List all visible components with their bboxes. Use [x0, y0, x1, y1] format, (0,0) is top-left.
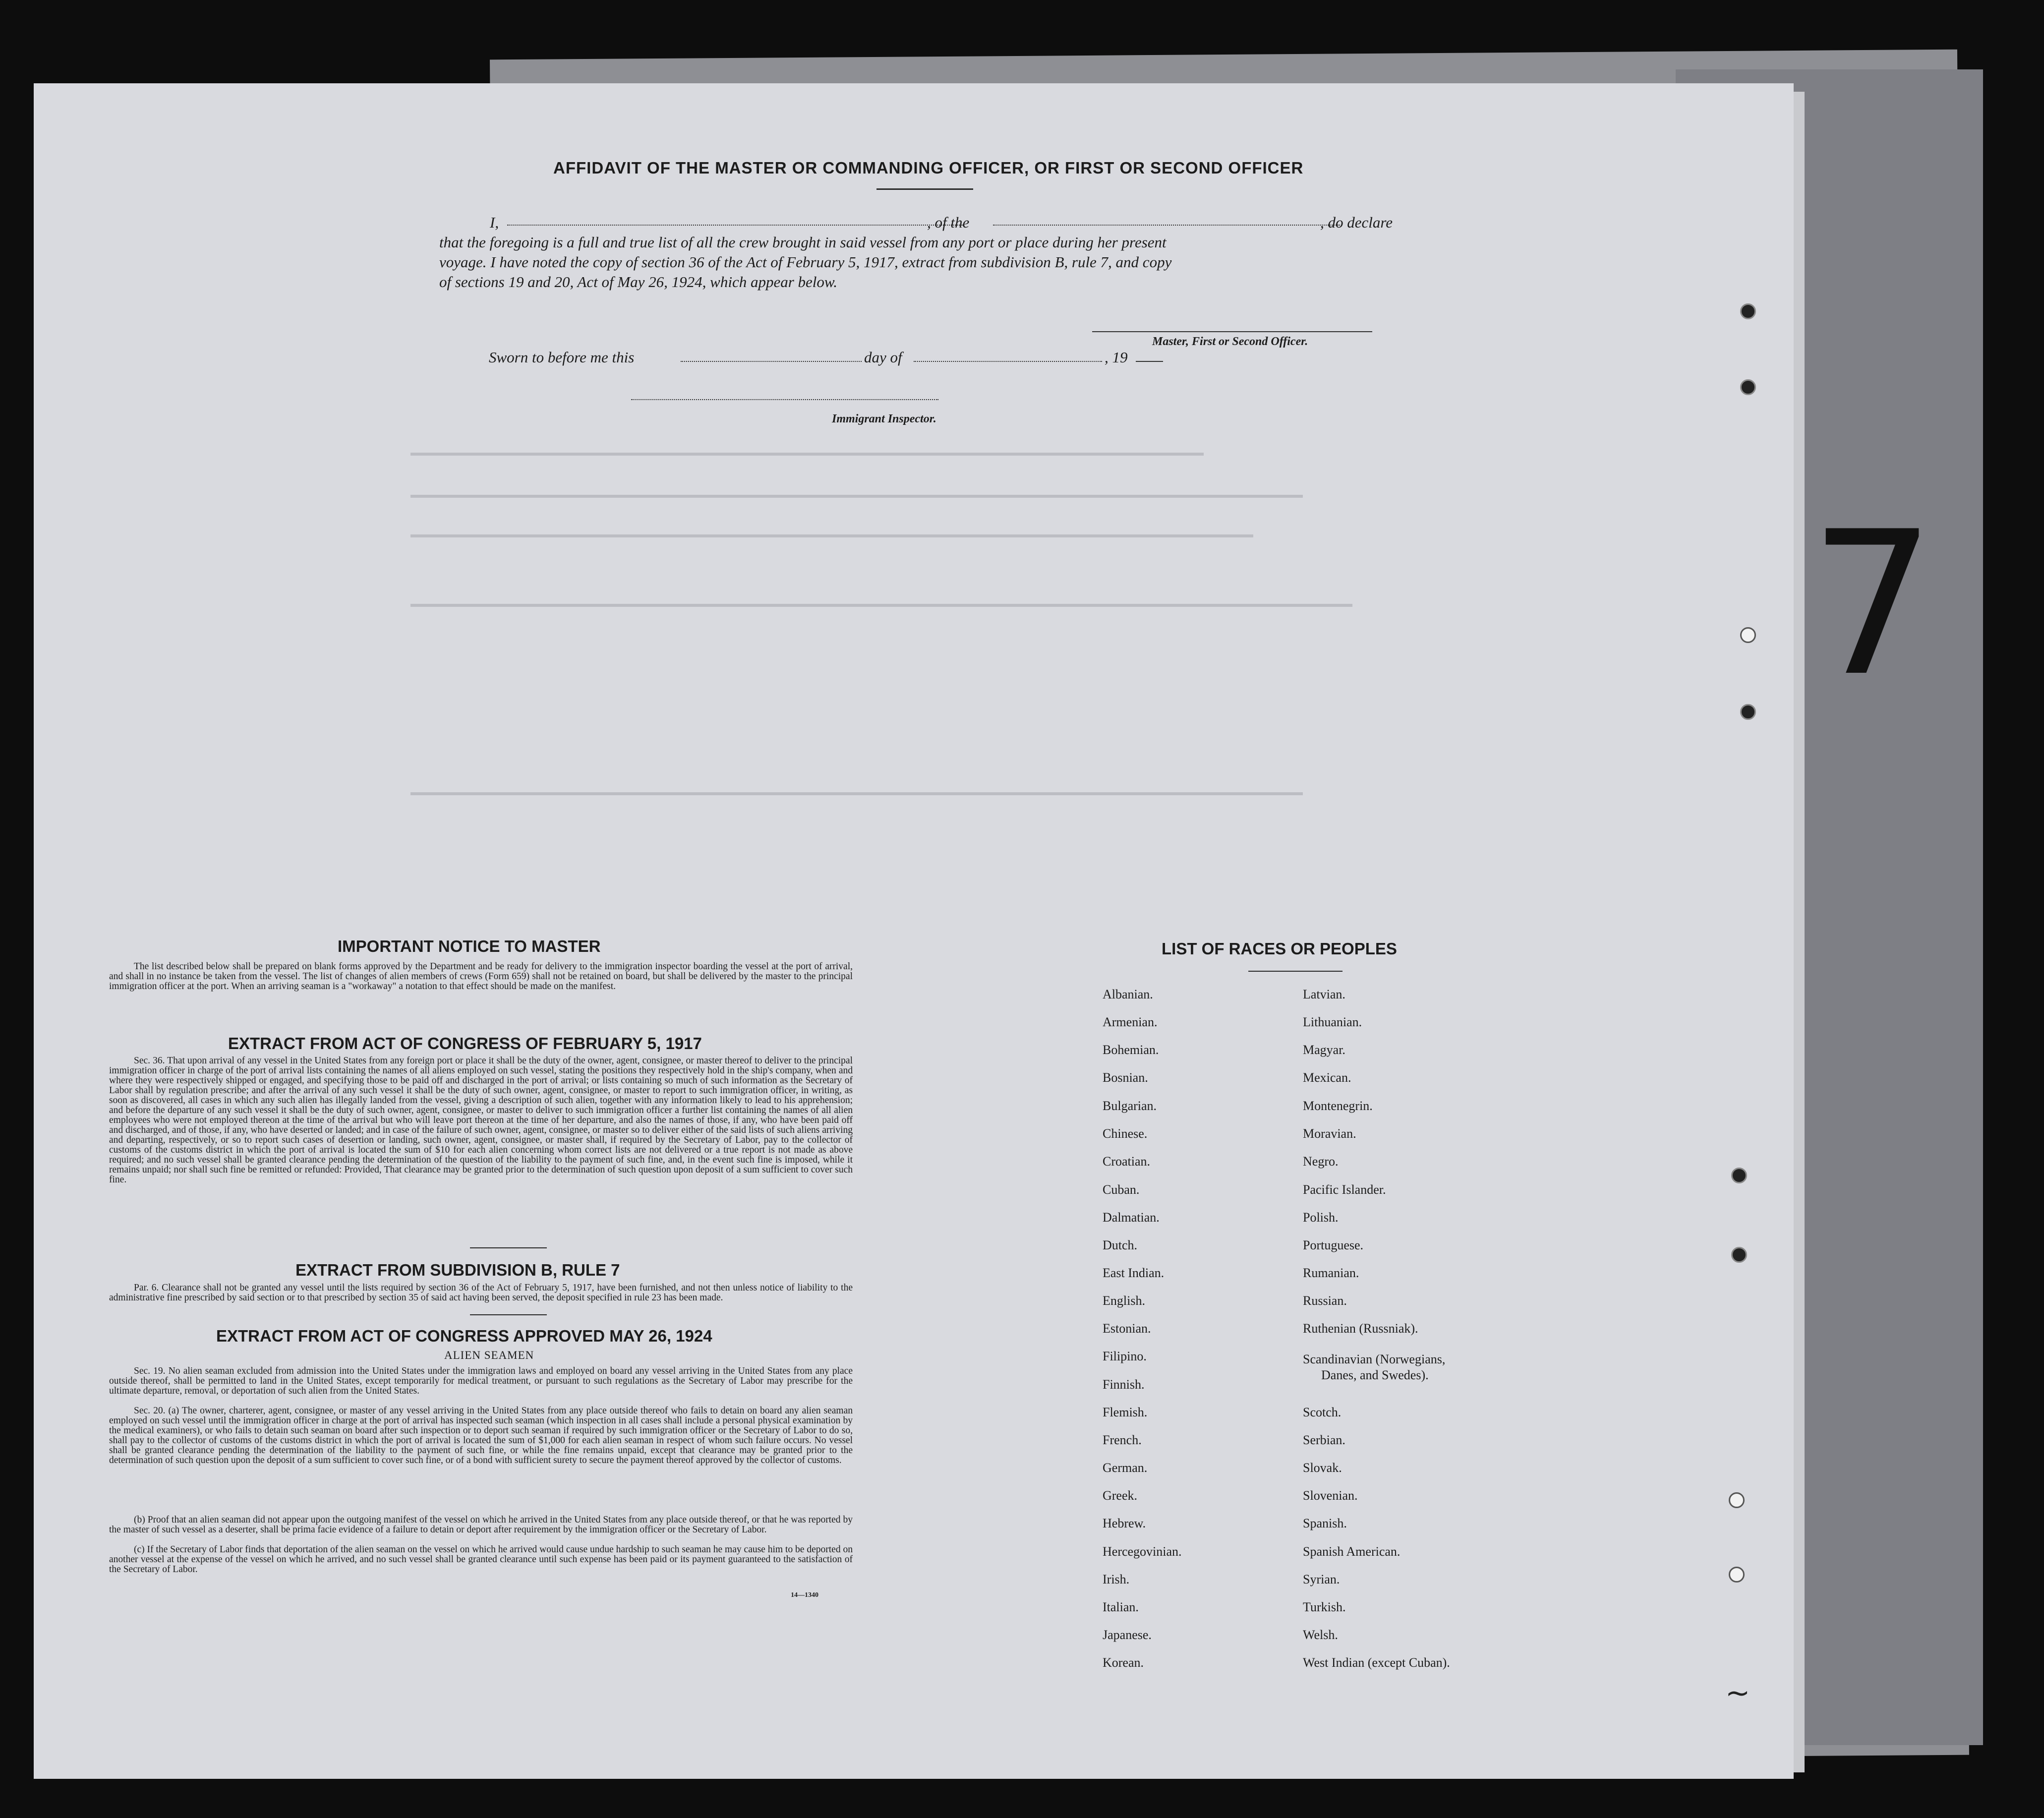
affidavit-title: AFFIDAVIT OF THE MASTER OR COMMANDING OFFICER, OR FIRST OR SECOND OFFICER: [553, 159, 1304, 177]
race-item: Serbian.: [1303, 1433, 1345, 1447]
race-item: Portuguese.: [1303, 1238, 1364, 1252]
race-item: English.: [1103, 1293, 1145, 1308]
race-item: Bosnian.: [1103, 1070, 1148, 1085]
binder-hole: [1731, 1168, 1747, 1183]
race-item: Estonian.: [1103, 1321, 1151, 1336]
name-line: [507, 225, 963, 226]
extract-1924-title: EXTRACT FROM ACT OF CONGRESS APPROVED MAY 26, 1924: [216, 1327, 712, 1345]
master-signature-label: Master, First or Second Officer.: [1152, 335, 1308, 348]
races-title-rule: [1248, 971, 1343, 972]
title-rule: [876, 188, 973, 190]
vessel-line: [993, 225, 1340, 226]
extract-1917-body: Sec. 36. That upon arrival of any vessel in the United States from any foreign port or place it shall be the duty of the owner, agent, consignee, or master thereof to deliver to the principal immigration officer in charge of the port of arrival lists containing the names of all aliens employed on such vessel, stating the positions they respectively hold in the ship's company, when and where they were respectively shipped or engaged, and specifying those to be paid off and discharged in the port of arrival; or lists containing so much of such information as the Secretary of Labor shall by regulation prescribe; and after the arrival of any such vessel it shall be the duty of such owner, agent, consignee, or master to report to such immigration officer, in writing, as soon as discovered, all cases in which any such alien has illegally landed from the vessel, giving a description of such alien, together with any information likely to lead to his apprehension; and before the departure of any such vessel it shall be the duty of such owner, agent, consignee, or master to deliver to such immigration officer a further list containing the names of all alien employees who were not employed thereon at the time of the arrival but who will leave port thereon at the time of her departure, and also the names of those, if any, who have been paid off and discharged, and of those, if any, who have deserted or landed; and in case of the failure of such owner, agent, consignee, or master so to deliver either of the said lists of such aliens arriving and departing, respectively, or so to report such cases of desertion or landing, such owner, agent, consignee, or master shall, if required by the Secretary of Labor, pay to the collector of customs of the customs district in which the port of arrival is located the sum of $10 for each alien concerning whom correct lists are not delivered or a true report is not made as above required; and no such vessel shall be granted clearance pending the determination of the question of the liability to the payment of such fine, and, in the event such fine is imposed, while it remains unpaid; nor shall such fine be remitted or refunded: Provided, That clearance may be granted prior to the determination of such question upon deposit of a sum sufficient to cover such fine.: [109, 1056, 853, 1185]
race-item: Bohemian.: [1103, 1043, 1159, 1057]
extract-1924-sec20b: (b) Proof that an alien seaman did not appear upon the outgoing manifest of the vessel on which he arrived in the United States from any place outside thereof, or that he was reported by the master of such vessel as a deserter, shall be prima facie evidence of a failure to detain or deport after requirement by the immigration officer or the Secretary of Labor.: [109, 1515, 853, 1535]
race-item: Scotch.: [1303, 1405, 1342, 1419]
bleed-through-line: [410, 495, 1303, 498]
race-item: French.: [1103, 1433, 1142, 1447]
race-item: Russian.: [1303, 1293, 1347, 1308]
race-item: Cuban.: [1103, 1182, 1140, 1197]
section-rule: [470, 1247, 547, 1248]
race-item: Slovak.: [1303, 1461, 1342, 1475]
race-item: Polish.: [1303, 1210, 1339, 1225]
race-item: Dalmatian.: [1103, 1210, 1160, 1225]
affidavit-line-4: of sections 19 and 20, Act of May 26, 1924, which appear below.: [439, 273, 838, 291]
race-item: Finnish.: [1103, 1377, 1145, 1392]
affidavit-i-label: I,: [490, 214, 499, 231]
master-signature-line: [1092, 331, 1372, 332]
bleed-through-line: [410, 604, 1352, 607]
binder-hole: [1731, 1247, 1747, 1263]
binder-hole: [1740, 704, 1756, 720]
binder-hole: [1729, 1567, 1745, 1583]
race-item: Ruthenian (Russniak).: [1303, 1321, 1418, 1336]
binder-hole: [1729, 1492, 1745, 1508]
race-item: Rumanian.: [1303, 1266, 1359, 1280]
section-rule: [470, 1314, 547, 1315]
race-item: Greek.: [1103, 1488, 1138, 1503]
affidavit-line-2: that the foregoing is a full and true list of all the crew brought in said vessel from any port or place during her present: [439, 234, 1167, 251]
bleed-through-line: [410, 792, 1303, 795]
race-item: Chinese.: [1103, 1126, 1148, 1141]
bleed-through-line: [410, 453, 1204, 456]
affidavit-of-the-label: , of the: [927, 214, 970, 231]
race-item: Spanish American.: [1303, 1544, 1401, 1559]
sworn-month-line: [914, 361, 1102, 362]
extract-1924-sec20a: Sec. 20. (a) The owner, charterer, agent, consignee, or master of any vessel arriving in the United States from any place outside thereof who fails to detain on board any alien seaman employed on such vessel until the immigration officer in charge at the port of arrival has inspected such seaman (which inspection in all cases shall include a personal physical examination by the medical examiners), or who fails to detain such seaman on board after such inspection or to deport such seaman if required by such immigration officer or the Secretary of Labor to do so, shall pay to the collector of customs of the customs district in which the port of arrival is located the sum of $1,000 for each alien seaman in respect of whom such failure occurs. No vessel shall be granted clearance pending the determination of the liability to the payment of such fine, or while the fine remains unpaid, except that clearance may be granted prior to the determination of such question upon the deposit of a sum sufficient to cover such fine, or of a bond with sufficient surety to secure the payment thereof approved by the collector of customs.: [109, 1406, 853, 1466]
inspector-label: Immigrant Inspector.: [832, 412, 936, 425]
binder-hole: [1740, 627, 1756, 643]
race-item: Irish.: [1103, 1572, 1130, 1586]
race-item: Dutch.: [1103, 1238, 1138, 1252]
affidavit-do-declare-label: , do declare: [1320, 214, 1393, 231]
rule7-body: Par. 6. Clearance shall not be granted any vessel until the lists required by section 36 of the Act of February 5, 1917, have been furnished, and not then unless notice of liability to the administrative fine prescribed by said section or to that prescribed by section 35 of said act having been served, the deposit specified in rule 23 has been made.: [109, 1283, 853, 1303]
race-item: Bulgarian.: [1103, 1099, 1157, 1113]
extract-1924-sec20c: (c) If the Secretary of Labor finds that deportation of the alien seaman on the vessel on which he arrived would cause undue hardship to such seaman he may cause him to be deported on another vessel at the expense of the vessel on which he arrived, and no such vessel shall be granted clearance until such expense has been paid or its payment guaranteed to the satisfaction of the Secretary of Labor.: [109, 1544, 853, 1575]
race-item: Flemish.: [1103, 1405, 1148, 1419]
form-number: 14—1340: [791, 1591, 818, 1599]
race-item: Moravian.: [1303, 1126, 1356, 1141]
race-item: Croatian.: [1103, 1154, 1151, 1169]
race-item: Korean.: [1103, 1655, 1144, 1670]
year-line: [1136, 361, 1163, 362]
race-item: Montenegrin.: [1303, 1099, 1373, 1113]
sworn-day-line: [681, 361, 862, 362]
race-item: East Indian.: [1103, 1266, 1165, 1280]
race-item: West Indian (except Cuban).: [1303, 1655, 1450, 1670]
year-label: , 19: [1105, 349, 1128, 366]
race-item: Albanian.: [1103, 987, 1153, 1001]
pencil-mark: ~: [1725, 1676, 1751, 1710]
race-item: Latvian.: [1303, 987, 1345, 1001]
alien-seamen-subtitle: ALIEN SEAMEN: [444, 1349, 534, 1361]
bleed-through-line: [410, 534, 1253, 537]
race-item: Spanish.: [1303, 1516, 1347, 1530]
rule7-title: EXTRACT FROM SUBDIVISION B, RULE 7: [295, 1261, 620, 1279]
race-item: German.: [1103, 1461, 1148, 1475]
race-item: Mexican.: [1303, 1070, 1351, 1085]
handwritten-seven-mark: 7: [1810, 489, 1936, 720]
document-page: [34, 83, 1794, 1779]
binder-hole: [1740, 379, 1756, 395]
race-item: Lithuanian.: [1303, 1015, 1362, 1029]
notice-body: The list described below shall be prepared on blank forms approved by the Department and be ready for delivery to the immigration inspector boarding the vessel at the port of arrival, and shall in no instance be taken from the vessel. The list of changes of alien members of crews (Form 659) shall not be retained on board, but shall be delivered by the master to the principal immigration officer at the port. When an arriving seaman is a "workaway" a notation to that effect should be made on the manifest.: [109, 961, 853, 992]
notice-title: IMPORTANT NOTICE TO MASTER: [338, 937, 601, 955]
race-item: Scandinavian (Norwegians,: [1303, 1352, 1446, 1366]
race-item: Negro.: [1303, 1154, 1339, 1169]
extract-1924-sec19: Sec. 19. No alien seaman excluded from admission into the United States under the immigration laws and employed on board any vessel arriving in the United States from any place outside thereof, shall be permitted to land in the United States, except temporarily for medical treatment, or pursuant to such regulations as the Secretary of Labor may prescribe for the ultimate departure, removal, or deportation of such alien from the United States.: [109, 1366, 853, 1396]
races-title: LIST OF RACES OR PEOPLES: [1162, 939, 1397, 958]
binder-hole: [1740, 303, 1756, 319]
sworn-label: Sworn to before me this: [489, 349, 635, 366]
race-item: Filipino.: [1103, 1349, 1147, 1363]
race-item: Hebrew.: [1103, 1516, 1146, 1530]
race-item: Danes, and Swedes).: [1321, 1368, 1429, 1382]
extract-1917-title: EXTRACT FROM ACT OF CONGRESS OF FEBRUARY 5, 1917: [228, 1034, 702, 1053]
race-item: Welsh.: [1303, 1628, 1338, 1642]
race-item: Hercegovinian.: [1103, 1544, 1182, 1559]
race-item: Pacific Islander.: [1303, 1182, 1386, 1197]
affidavit-line-3: voyage. I have noted the copy of section 36 of the Act of February 5, 1917, extract from subdivision B, rule 7, and copy: [439, 253, 1172, 271]
race-item: Italian.: [1103, 1600, 1139, 1614]
race-item: Japanese.: [1103, 1628, 1152, 1642]
race-item: Turkish.: [1303, 1600, 1346, 1614]
day-of-label: day of: [864, 349, 902, 366]
race-item: Magyar.: [1303, 1043, 1345, 1057]
race-item: Armenian.: [1103, 1015, 1158, 1029]
inspector-signature-line: [631, 399, 938, 400]
race-item: Slovenian.: [1303, 1488, 1358, 1503]
race-item: Syrian.: [1303, 1572, 1340, 1586]
